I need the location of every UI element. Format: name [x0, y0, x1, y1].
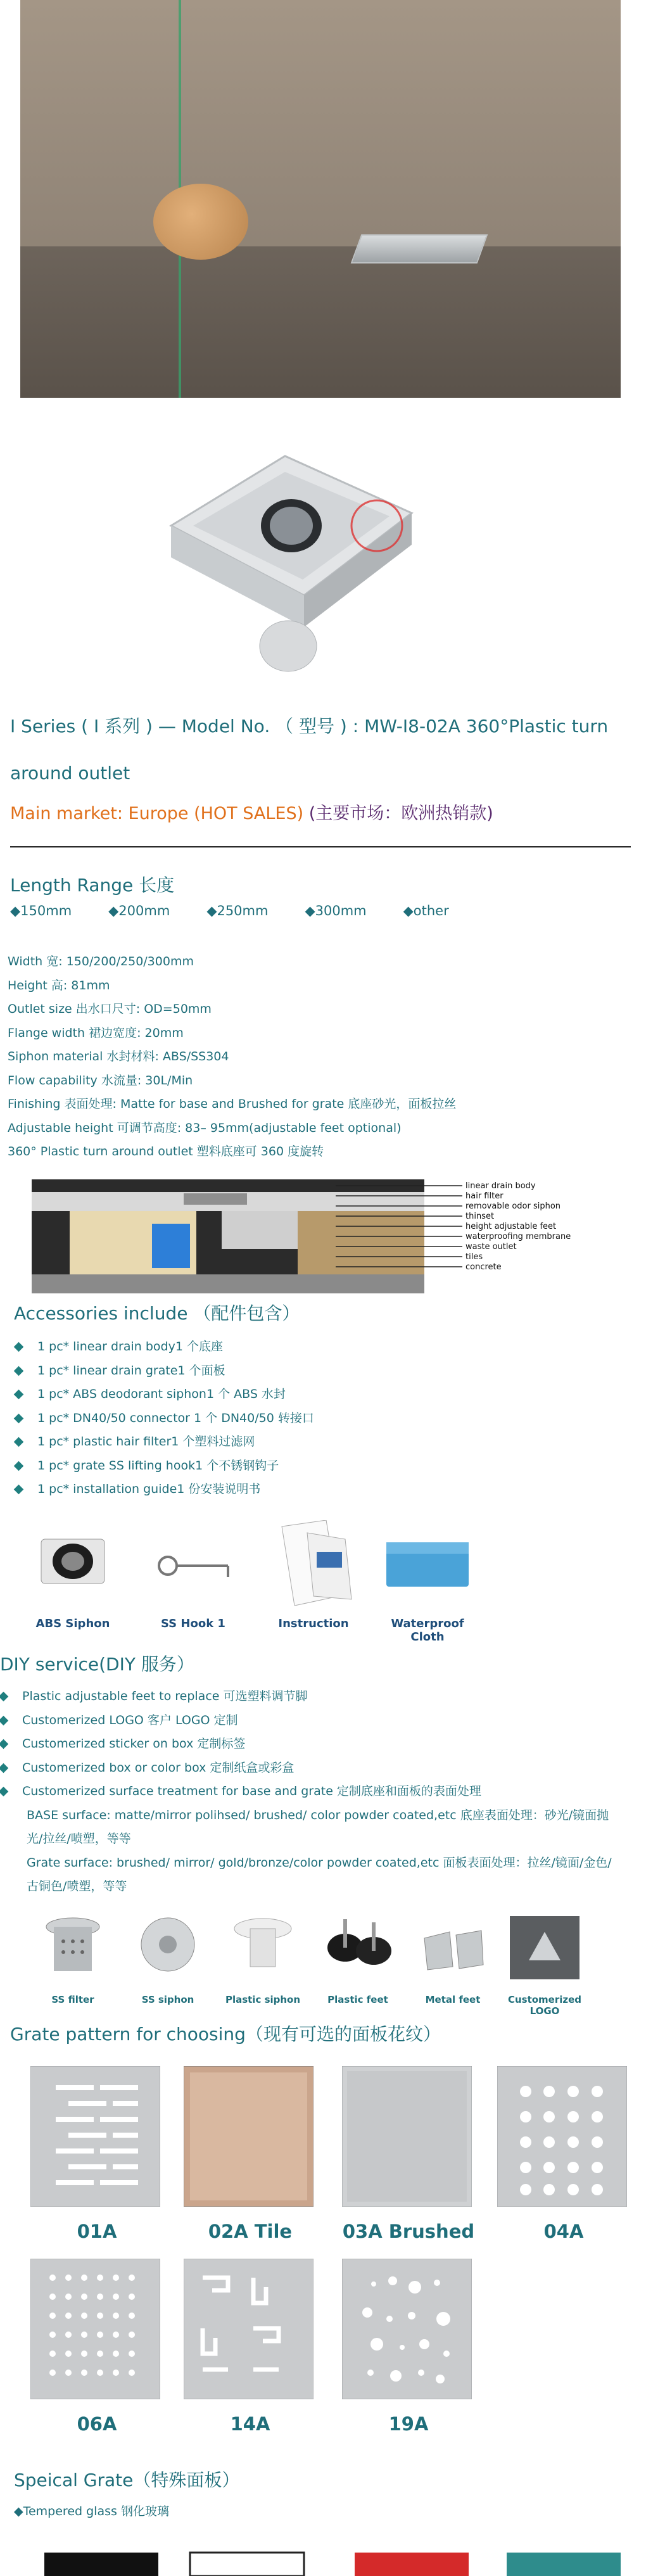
- bullet-icon: [0, 1787, 8, 1797]
- diy-plastic-feet: Plastic feet: [317, 1913, 399, 2005]
- grate-19a[interactable]: [342, 2259, 475, 2435]
- hero-wall: [20, 0, 621, 279]
- hero-drain: [351, 234, 488, 263]
- diy-title: DIY service(DIY 服务）: [0, 1654, 194, 1675]
- diagram-label: linear drain body: [466, 1181, 536, 1191]
- accessory-instruction: Instruction: [266, 1520, 361, 1630]
- diagram-label: concrete: [466, 1262, 502, 1272]
- list-item: Customerized box or color box 定制纸盒或彩盒: [0, 1756, 633, 1780]
- spec-siphon: Siphon material 水封材料: ABS/SS304: [8, 1050, 229, 1063]
- spec-list: [8, 950, 635, 1164]
- diagram-label: hair filter: [466, 1191, 504, 1201]
- bullet-icon: [14, 1390, 24, 1400]
- bullet-icon: [0, 1763, 8, 1773]
- grate-06a-image: [30, 2259, 160, 2399]
- spec-flow: Flow capability 水流量: 30L/Min: [8, 1073, 193, 1088]
- market-note: (主要市场：欧洲热销款): [308, 804, 493, 823]
- bullet-icon: [14, 1461, 24, 1471]
- list-item: Customerized sticker on box 定制标签: [0, 1732, 633, 1756]
- diagram-label: tiles: [466, 1252, 483, 1262]
- product-image: [158, 437, 424, 684]
- list-item: Customerized surface treatment for base and grate 定制底座和面板的表面处理: [0, 1780, 633, 1804]
- spec-flange: Flange width 裙边宽度: 20mm: [8, 1025, 184, 1040]
- bullet-icon: [14, 1366, 24, 1376]
- accessories-title: Accessories include （配件包含）: [14, 1303, 300, 1324]
- base-surface-text: BASE surface: matte/mirror polihsed/ brushed/ color powder coated,etc 底座表面处理：砂光/镜面抛: [27, 1808, 609, 1822]
- list-item: 1 pc* linear drain body1 个底座: [15, 1335, 623, 1359]
- spec-width: Width 宽: 150/200/250/300mm: [8, 955, 194, 968]
- diy-list: [0, 1685, 633, 1899]
- hero-floor: [20, 246, 621, 398]
- grate-02a-image: [184, 2066, 314, 2207]
- diagram-label: removable odor siphon: [466, 1202, 561, 1211]
- grate-06a[interactable]: [30, 2259, 163, 2435]
- grate-label: 19A: [388, 2413, 429, 2435]
- diy-plastic-siphon: Plastic siphon: [222, 1913, 304, 2005]
- grate-04a[interactable]: [497, 2066, 630, 2242]
- diy-metal-feet: Metal feet: [412, 1913, 494, 2005]
- grate-surface-text: Grate surface: brushed/ mirror/ gold/bronze/color powder coated,etc 面板表面处理：拉丝/镜面/金色/: [27, 1855, 612, 1870]
- instruction-image: [269, 1520, 358, 1606]
- accessory-abs-siphon: ABS Siphon: [25, 1520, 120, 1630]
- accessory-images: [25, 1520, 481, 1644]
- spec-outlet: Outlet size 出水口尺寸: OD=50mm: [8, 1002, 212, 1016]
- grate-label: 02A Tile: [208, 2221, 293, 2242]
- bullet-icon: [14, 1485, 24, 1495]
- list-item: 1 pc* linear drain grate1 个面板: [15, 1359, 623, 1383]
- grate-03a-brushed[interactable]: [342, 2066, 475, 2242]
- list-item: Plastic adjustable feet to replace 可选塑料调节脚: [0, 1685, 633, 1709]
- market-line: [10, 799, 493, 824]
- grate-label: 04A: [543, 2221, 584, 2242]
- grate-03a-image: [342, 2066, 472, 2207]
- grate-02a-tile[interactable]: [184, 2066, 317, 2242]
- bullet-icon: [14, 1413, 24, 1423]
- list-item: 1 pc* installation guide1 份安装说明书: [15, 1478, 623, 1502]
- grate-label: 06A: [77, 2413, 117, 2435]
- diy-ss-filter: SS filter: [32, 1913, 114, 2005]
- special-grate-title: Speical Grate（特殊面板）: [14, 2470, 240, 2490]
- cloth-image: [383, 1520, 472, 1606]
- accessories-list: [15, 1335, 623, 1502]
- length-option: ◆300mm: [305, 903, 367, 918]
- list-item: 1 pc* grate SS lifting hook1 个不锈钢钩子: [15, 1454, 623, 1478]
- grate-19a-image: [342, 2259, 472, 2399]
- grate-label: 03A Brushed: [342, 2221, 475, 2242]
- diagram-label: height adjustable feet: [466, 1222, 557, 1231]
- ss-filter-image: [35, 1913, 111, 1983]
- length-option: ◆250mm: [206, 903, 269, 918]
- grate-label: 14A: [230, 2413, 270, 2435]
- diy-images: [32, 1913, 602, 2017]
- length-option: ◆200mm: [108, 903, 170, 918]
- length-options: [10, 903, 486, 918]
- grate-14a[interactable]: [184, 2259, 317, 2435]
- bullet-icon: [14, 1342, 24, 1352]
- special-grate-sub: ◆Tempered glass 钢化玻璃: [14, 2504, 169, 2518]
- hero-photo: [20, 0, 621, 398]
- market-label: Main market: Europe (HOT SALES): [10, 804, 304, 823]
- metal-feet-image: [415, 1913, 491, 1983]
- spec-outlet-turn: 360° Plastic turn around outlet 塑料底座可 360 度旋转: [8, 1145, 324, 1158]
- grate-surface-text-2: 古铜色/喷塑，等等: [27, 1879, 127, 1893]
- spec-height: Height 高: 81mm: [8, 978, 110, 993]
- list-item: 1 pc* ABS deodorant siphon1 个 ABS 水封: [15, 1383, 623, 1407]
- grate-title: Grate pattern for choosing（现有可选的面板花纹）: [10, 2024, 441, 2045]
- list-item: Customerized LOGO 客户 LOGO 定制: [0, 1709, 633, 1733]
- plastic-siphon-image: [225, 1913, 301, 1983]
- grate-04a-image: [497, 2066, 627, 2207]
- bullet-icon: [0, 1715, 8, 1725]
- grate-label: 01A: [77, 2221, 117, 2242]
- bullet-icon: [0, 1692, 8, 1702]
- spec-adjustable: Adjustable height 可调节高度: 83– 95mm(adjustable feet optional): [8, 1120, 402, 1135]
- list-item: 1 pc* DN40/50 connector 1 个 DN40/50 转接口: [15, 1407, 623, 1431]
- diagram-label: waterproofing membrane: [466, 1232, 571, 1241]
- spec-finishing: Finishing 表面处理: Matte for base and Brushed for grate 底座砂光，面板拉丝: [8, 1097, 457, 1111]
- diagram-label: thinset: [466, 1212, 495, 1221]
- divider: [10, 846, 631, 847]
- length-option: ◆150mm: [10, 903, 72, 918]
- siphon-image: [28, 1520, 117, 1606]
- accessory-waterproof-cloth: Waterproof Cloth: [380, 1520, 475, 1644]
- plastic-feet-image: [320, 1913, 396, 1983]
- bullet-icon: [14, 1437, 24, 1447]
- grate-01a-image: [30, 2066, 160, 2207]
- base-surface-text-2: 光/拉丝/喷塑，等等: [27, 1832, 131, 1846]
- model-line-2: around outlet: [10, 763, 130, 784]
- model-line-1: I Series ( I 系列 ) — Model No. （ 型号 ) : MW-I8-02A 360°Plastic turn: [10, 716, 609, 737]
- hero-brush: [153, 184, 248, 260]
- ss-siphon-image: [130, 1913, 206, 1983]
- grate-14a-image: [184, 2259, 314, 2399]
- installation-diagram: [32, 1179, 602, 1293]
- logo-image: [507, 1913, 583, 1983]
- diy-ss-siphon: SS siphon: [127, 1913, 209, 2005]
- list-item: 1 pc* plastic hair filter1 个塑料过滤网: [15, 1430, 623, 1454]
- model-heading: [10, 703, 631, 797]
- bullet-icon: [0, 1739, 8, 1749]
- length-option: ◆other: [403, 903, 449, 918]
- diy-customerized-logo: Customerized LOGO: [504, 1913, 586, 2017]
- hook-image: [149, 1520, 238, 1606]
- grate-01a[interactable]: [30, 2066, 163, 2242]
- length-title: Length Range 长度: [10, 875, 175, 896]
- accessory-ss-hook: SS Hook 1: [146, 1520, 241, 1630]
- diagram-label: waste outlet: [466, 1242, 517, 1252]
- glass-grate-preview: [25, 2546, 621, 2576]
